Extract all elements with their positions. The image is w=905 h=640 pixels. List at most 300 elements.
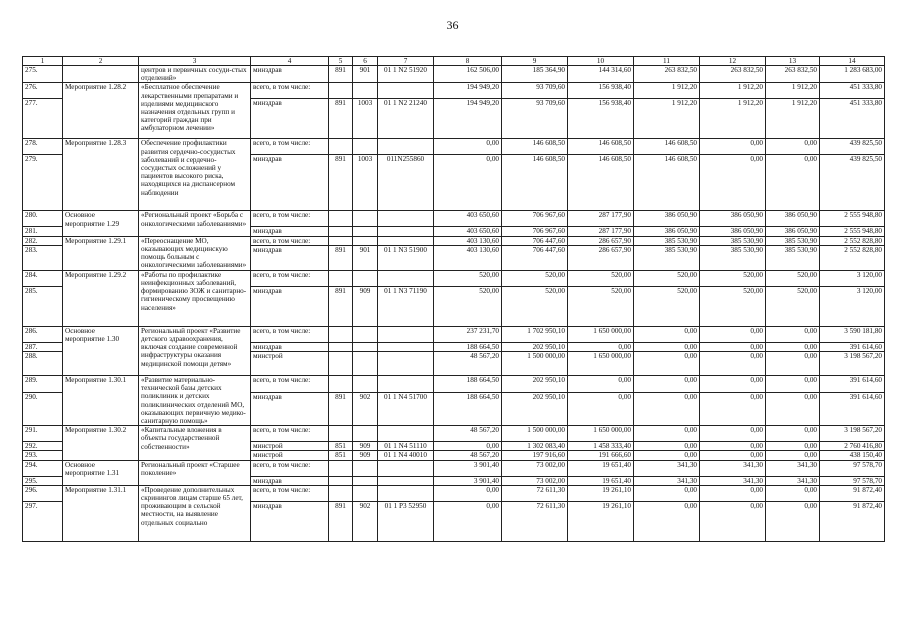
amount-cell: 0,00 xyxy=(634,501,700,541)
amount-cell: 0,00 xyxy=(634,451,700,460)
executor-cell: минздрав xyxy=(251,155,329,211)
table-row xyxy=(23,139,885,155)
amount-cell: 0,00 xyxy=(434,155,502,211)
budget-code-cell xyxy=(353,139,378,155)
table-row xyxy=(23,426,885,442)
amount-cell: 1 912,20 xyxy=(766,99,820,139)
amount-cell: 0,00 xyxy=(700,352,766,376)
row-number-cell: 277. xyxy=(23,99,63,139)
amount-cell: 188 664,50 xyxy=(434,342,502,351)
amount-cell: 2 760 416,80 xyxy=(820,442,885,451)
row-number-cell: 289. xyxy=(23,376,63,393)
budget-code-cell xyxy=(378,83,434,99)
amount-cell: 3 901,40 xyxy=(434,460,502,476)
amount-cell: 146 608,50 xyxy=(502,139,568,155)
amount-cell: 72 611,30 xyxy=(502,485,568,501)
budget-code-cell xyxy=(353,236,378,245)
executor-cell: минздрав xyxy=(251,476,329,485)
row-number-cell: 282. xyxy=(23,236,63,245)
budget-code-cell xyxy=(378,326,434,342)
executor-cell: минздрав xyxy=(251,227,329,236)
amount-cell: 1 650 000,00 xyxy=(568,426,634,442)
executor-cell: всего, в том числе: xyxy=(251,211,329,227)
budget-code-cell: 891 xyxy=(329,66,353,83)
amount-cell: 0,00 xyxy=(434,139,502,155)
table-row xyxy=(23,236,885,245)
measure-name-cell: Основное мероприятие 1.30 xyxy=(63,326,139,375)
amount-cell: 520,00 xyxy=(434,286,502,326)
row-number-cell: 283. xyxy=(23,245,63,270)
amount-cell: 0,00 xyxy=(634,442,700,451)
amount-cell: 0,00 xyxy=(568,376,634,393)
amount-cell: 341,30 xyxy=(700,460,766,476)
measure-name-cell: Мероприятие 1.30.1 xyxy=(63,376,139,426)
amount-cell: 156 938,40 xyxy=(568,83,634,99)
amount-cell: 146 608,50 xyxy=(568,139,634,155)
amount-cell: 0,00 xyxy=(766,139,820,155)
amount-cell: 0,00 xyxy=(634,326,700,342)
amount-cell: 97 578,70 xyxy=(820,460,885,476)
budget-code-cell: 851 xyxy=(329,451,353,460)
budget-code-cell xyxy=(329,83,353,99)
amount-cell: 706 447,60 xyxy=(502,245,568,270)
amount-cell: 1 302 083,40 xyxy=(502,442,568,451)
budget-code-cell xyxy=(329,211,353,227)
amount-cell: 0,00 xyxy=(434,442,502,451)
measure-name-cell xyxy=(63,66,139,83)
amount-cell: 439 825,50 xyxy=(820,139,885,155)
amount-cell: 403 130,60 xyxy=(434,245,502,270)
amount-cell: 439 825,50 xyxy=(820,155,885,211)
row-number-cell: 295. xyxy=(23,476,63,485)
budget-code-cell: 01 1 N3 51900 xyxy=(378,245,434,270)
budget-code-cell xyxy=(329,460,353,476)
column-header: 13 xyxy=(766,57,820,66)
executor-cell: минздрав xyxy=(251,286,329,326)
amount-cell: 97 578,70 xyxy=(820,476,885,485)
budget-code-cell: 01 1 N4 40010 xyxy=(378,451,434,460)
amount-cell: 438 150,40 xyxy=(820,451,885,460)
amount-cell: 341,30 xyxy=(766,476,820,485)
amount-cell: 0,00 xyxy=(766,342,820,351)
amount-cell: 202 950,10 xyxy=(502,392,568,425)
amount-cell: 386 050,90 xyxy=(766,227,820,236)
budget-code-cell xyxy=(378,211,434,227)
amount-cell: 520,00 xyxy=(568,270,634,286)
amount-cell: 0,00 xyxy=(700,442,766,451)
amount-cell: 0,00 xyxy=(634,342,700,351)
measure-description-cell: «Работы по профилактике неинфекционных заболеваний, формированию ЗОЖ и санитарно-гигиеническому просвещению населения» xyxy=(139,270,251,326)
budget-code-cell: 891 xyxy=(329,99,353,139)
measure-name-cell: Мероприятие 1.30.2 xyxy=(63,426,139,460)
amount-cell: 202 950,10 xyxy=(502,342,568,351)
column-header: 7 xyxy=(378,57,434,66)
amount-cell: 0,00 xyxy=(634,392,700,425)
budget-code-cell xyxy=(378,485,434,501)
measure-description-cell: «Капитальные вложения в объекты государственной собственности» xyxy=(139,426,251,460)
row-number-cell: 276. xyxy=(23,83,63,99)
budget-code-cell xyxy=(329,426,353,442)
amount-cell: 391 614,60 xyxy=(820,392,885,425)
budget-code-cell xyxy=(353,476,378,485)
amount-cell: 386 050,90 xyxy=(634,227,700,236)
measure-description-cell: «Развитие материально-технической базы детских поликлиник и детских поликлинических отделений МО, оказывающих первичную медико-санитарную помощь» xyxy=(139,376,251,426)
amount-cell: 386 050,90 xyxy=(634,211,700,227)
amount-cell: 0,00 xyxy=(700,426,766,442)
row-number-cell: 294. xyxy=(23,460,63,476)
budget-code-cell: 1003 xyxy=(353,155,378,211)
amount-cell: 0,00 xyxy=(766,376,820,393)
amount-cell: 0,00 xyxy=(766,442,820,451)
amount-cell: 706 447,60 xyxy=(502,236,568,245)
amount-cell: 146 608,50 xyxy=(502,155,568,211)
amount-cell: 0,00 xyxy=(766,501,820,541)
budget-code-cell: 01 1 N3 71190 xyxy=(378,286,434,326)
amount-cell: 341,30 xyxy=(634,460,700,476)
amount-cell: 19 651,40 xyxy=(568,460,634,476)
amount-cell: 1 912,20 xyxy=(766,83,820,99)
budget-code-cell xyxy=(378,352,434,376)
amount-cell: 48 567,20 xyxy=(434,352,502,376)
amount-cell: 19 261,10 xyxy=(568,501,634,541)
budget-code-cell: 891 xyxy=(329,155,353,211)
amount-cell: 48 567,20 xyxy=(434,451,502,460)
measure-name-cell: Мероприятие 1.28.2 xyxy=(63,83,139,139)
executor-cell: всего, в том числе: xyxy=(251,460,329,476)
budget-code-cell: 891 xyxy=(329,286,353,326)
amount-cell: 2 552 828,80 xyxy=(820,245,885,270)
amount-cell: 194 949,20 xyxy=(434,99,502,139)
amount-cell: 451 333,80 xyxy=(820,99,885,139)
amount-cell: 0,00 xyxy=(634,352,700,376)
amount-cell: 706 967,60 xyxy=(502,211,568,227)
measure-name-cell: Мероприятие 1.29.1 xyxy=(63,236,139,270)
budget-code-cell: 891 xyxy=(329,392,353,425)
amount-cell: 162 506,00 xyxy=(434,66,502,83)
row-number-cell: 275. xyxy=(23,66,63,83)
row-number-cell: 281. xyxy=(23,227,63,236)
executor-cell: минздрав xyxy=(251,99,329,139)
amount-cell: 0,00 xyxy=(700,139,766,155)
executor-cell: минстрой xyxy=(251,352,329,376)
amount-cell: 706 967,60 xyxy=(502,227,568,236)
amount-cell: 520,00 xyxy=(634,286,700,326)
amount-cell: 385 530,90 xyxy=(766,236,820,245)
column-header: 14 xyxy=(820,57,885,66)
amount-cell: 144 314,60 xyxy=(568,66,634,83)
amount-cell: 1 702 950,10 xyxy=(502,326,568,342)
row-number-cell: 293. xyxy=(23,451,63,460)
amount-cell: 520,00 xyxy=(502,286,568,326)
amount-cell: 263 832,50 xyxy=(766,66,820,83)
amount-cell: 0,00 xyxy=(766,426,820,442)
budget-code-cell xyxy=(353,211,378,227)
amount-cell: 0,00 xyxy=(766,485,820,501)
amount-cell: 3 198 567,20 xyxy=(820,426,885,442)
amount-cell: 403 650,60 xyxy=(434,211,502,227)
table-row xyxy=(23,83,885,99)
budget-code-cell xyxy=(329,270,353,286)
amount-cell: 0,00 xyxy=(434,501,502,541)
amount-cell: 93 709,60 xyxy=(502,99,568,139)
measure-name-cell: Основное мероприятие 1.31 xyxy=(63,460,139,485)
budget-code-cell xyxy=(329,376,353,393)
amount-cell: 0,00 xyxy=(766,155,820,211)
amount-cell: 403 650,60 xyxy=(434,227,502,236)
amount-cell: 1 912,20 xyxy=(700,83,766,99)
amount-cell: 1 500 000,00 xyxy=(502,426,568,442)
budget-code-cell: 902 xyxy=(353,501,378,541)
column-header: 6 xyxy=(353,57,378,66)
amount-cell: 0,00 xyxy=(766,326,820,342)
measure-name-cell: Основное мероприятие 1.29 xyxy=(63,211,139,236)
amount-cell: 91 872,40 xyxy=(820,485,885,501)
budget-code-cell xyxy=(329,326,353,342)
amount-cell: 3 198 567,20 xyxy=(820,352,885,376)
budget-code-cell: 902 xyxy=(353,392,378,425)
budget-code-cell xyxy=(378,426,434,442)
amount-cell: 386 050,90 xyxy=(700,211,766,227)
measure-name-cell: Мероприятие 1.29.2 xyxy=(63,270,139,326)
amount-cell: 385 530,90 xyxy=(634,245,700,270)
table-body xyxy=(23,66,885,542)
executor-cell: минздрав xyxy=(251,342,329,351)
row-number-cell: 291. xyxy=(23,426,63,442)
amount-cell: 3 901,40 xyxy=(434,476,502,485)
amount-cell: 385 530,90 xyxy=(700,236,766,245)
budget-code-cell xyxy=(353,270,378,286)
amount-cell: 0,00 xyxy=(568,342,634,351)
row-number-cell: 296. xyxy=(23,485,63,501)
budget-code-cell xyxy=(353,352,378,376)
budget-code-cell xyxy=(378,227,434,236)
amount-cell: 386 050,90 xyxy=(766,211,820,227)
amount-cell: 341,30 xyxy=(766,460,820,476)
amount-cell: 391 614,60 xyxy=(820,342,885,351)
amount-cell: 73 002,00 xyxy=(502,460,568,476)
amount-cell: 0,00 xyxy=(766,352,820,376)
amount-cell: 286 657,90 xyxy=(568,236,634,245)
amount-cell: 520,00 xyxy=(766,286,820,326)
budget-code-cell xyxy=(378,342,434,351)
executor-cell: минздрав xyxy=(251,501,329,541)
executor-cell: минздрав xyxy=(251,392,329,425)
executor-cell: всего, в том числе: xyxy=(251,326,329,342)
amount-cell: 0,00 xyxy=(634,376,700,393)
amount-cell: 386 050,90 xyxy=(700,227,766,236)
budget-code-cell xyxy=(353,460,378,476)
row-number-cell: 278. xyxy=(23,139,63,155)
column-header: 3 xyxy=(139,57,251,66)
amount-cell: 0,00 xyxy=(700,501,766,541)
amount-cell: 156 938,40 xyxy=(568,99,634,139)
amount-cell: 146 608,50 xyxy=(634,139,700,155)
budget-code-cell: 01 1 N4 51700 xyxy=(378,392,434,425)
amount-cell: 93 709,60 xyxy=(502,83,568,99)
amount-cell: 19 651,40 xyxy=(568,476,634,485)
column-header: 1 xyxy=(23,57,63,66)
executor-cell: минздрав xyxy=(251,245,329,270)
amount-cell: 0,00 xyxy=(434,485,502,501)
amount-cell: 451 333,80 xyxy=(820,83,885,99)
budget-code-cell xyxy=(353,326,378,342)
amount-cell: 188 664,50 xyxy=(434,376,502,393)
amount-cell: 1 650 000,00 xyxy=(568,352,634,376)
table-row xyxy=(23,326,885,342)
amount-cell: 1 458 333,40 xyxy=(568,442,634,451)
header-row xyxy=(23,57,885,66)
amount-cell: 2 555 948,80 xyxy=(820,211,885,227)
column-header: 5 xyxy=(329,57,353,66)
amount-cell: 520,00 xyxy=(634,270,700,286)
amount-cell: 0,00 xyxy=(700,342,766,351)
column-header: 9 xyxy=(502,57,568,66)
executor-cell: всего, в том числе: xyxy=(251,485,329,501)
budget-code-cell: 909 xyxy=(353,451,378,460)
executor-cell: минстрой xyxy=(251,442,329,451)
amount-cell: 72 611,30 xyxy=(502,501,568,541)
amount-cell: 0,00 xyxy=(634,485,700,501)
amount-cell: 520,00 xyxy=(568,286,634,326)
amount-cell: 0,00 xyxy=(766,451,820,460)
measure-description-cell: центров и первичных сосуди-стых отделений» xyxy=(139,66,251,83)
table-row xyxy=(23,66,885,83)
budget-code-cell xyxy=(353,227,378,236)
measure-name-cell: Мероприятие 1.28.3 xyxy=(63,139,139,211)
amount-cell: 194 949,20 xyxy=(434,83,502,99)
budget-code-cell: 01 1 P3 52950 xyxy=(378,501,434,541)
column-header: 2 xyxy=(63,57,139,66)
budget-code-cell xyxy=(378,270,434,286)
amount-cell: 0,00 xyxy=(700,326,766,342)
executor-cell: всего, в том числе: xyxy=(251,83,329,99)
budget-code-cell xyxy=(353,485,378,501)
executor-cell: всего, в том числе: xyxy=(251,376,329,393)
amount-cell: 188 664,50 xyxy=(434,392,502,425)
amount-cell: 0,00 xyxy=(700,376,766,393)
amount-cell: 287 177,90 xyxy=(568,211,634,227)
row-number-cell: 288. xyxy=(23,352,63,376)
row-number-cell: 297. xyxy=(23,501,63,541)
amount-cell: 3 120,00 xyxy=(820,286,885,326)
amount-cell: 3 120,00 xyxy=(820,270,885,286)
amount-cell: 0,00 xyxy=(766,392,820,425)
amount-cell: 391 614,60 xyxy=(820,376,885,393)
table-row xyxy=(23,211,885,227)
budget-code-cell xyxy=(329,352,353,376)
measure-description-cell: «Региональный проект «Борьба с онкологическими заболеваниями» xyxy=(139,211,251,236)
amount-cell: 520,00 xyxy=(700,286,766,326)
amount-cell: 197 916,60 xyxy=(502,451,568,460)
measure-description-cell: Обеспечение профилактики развития сердечно-сосудистых заболеваний и сердечно-сосудистых осложнений у пациентов высокого риска, находящихся на диспансерном наблюдении xyxy=(139,139,251,211)
executor-cell: всего, в том числе: xyxy=(251,270,329,286)
amount-cell: 1 912,20 xyxy=(634,99,700,139)
amount-cell: 0,00 xyxy=(568,392,634,425)
executor-cell: всего, в том числе: xyxy=(251,236,329,245)
amount-cell: 1 283 683,00 xyxy=(820,66,885,83)
row-number-cell: 292. xyxy=(23,442,63,451)
page-number: 36 xyxy=(446,18,459,32)
budget-code-cell xyxy=(378,460,434,476)
amount-cell: 3 590 181,80 xyxy=(820,326,885,342)
budget-code-cell xyxy=(329,342,353,351)
budget-code-cell xyxy=(378,236,434,245)
amount-cell: 0,00 xyxy=(700,155,766,211)
executor-cell: минздрав xyxy=(251,66,329,83)
budget-code-cell: 891 xyxy=(329,501,353,541)
budget-code-cell: 01 1 N2 51920 xyxy=(378,66,434,83)
budget-code-cell xyxy=(378,476,434,485)
budget-code-cell: 01 1 N2 21240 xyxy=(378,99,434,139)
table-row xyxy=(23,376,885,393)
amount-cell: 520,00 xyxy=(766,270,820,286)
row-number-cell: 279. xyxy=(23,155,63,211)
budget-code-cell: 891 xyxy=(329,245,353,270)
budget-code-cell xyxy=(329,236,353,245)
amount-cell: 520,00 xyxy=(700,270,766,286)
budget-code-cell xyxy=(329,139,353,155)
amount-cell: 146 608,50 xyxy=(634,155,700,211)
amount-cell: 1 912,20 xyxy=(634,83,700,99)
amount-cell: 146 608,50 xyxy=(568,155,634,211)
budget-code-cell xyxy=(329,485,353,501)
amount-cell: 520,00 xyxy=(434,270,502,286)
amount-cell: 237 231,70 xyxy=(434,326,502,342)
column-header: 12 xyxy=(700,57,766,66)
budget-code-cell: 909 xyxy=(353,442,378,451)
column-header: 11 xyxy=(634,57,700,66)
amount-cell: 185 364,90 xyxy=(502,66,568,83)
amount-cell: 1 912,20 xyxy=(700,99,766,139)
executor-cell: всего, в том числе: xyxy=(251,139,329,155)
amount-cell: 0,00 xyxy=(700,485,766,501)
amount-cell: 341,30 xyxy=(634,476,700,485)
amount-cell: 1 650 000,00 xyxy=(568,326,634,342)
amount-cell: 263 832,50 xyxy=(700,66,766,83)
row-number-cell: 285. xyxy=(23,286,63,326)
budget-code-cell xyxy=(353,83,378,99)
amount-cell: 263 832,50 xyxy=(634,66,700,83)
budget-table xyxy=(22,56,885,542)
budget-code-cell xyxy=(353,342,378,351)
column-header: 10 xyxy=(568,57,634,66)
table-row xyxy=(23,460,885,476)
amount-cell: 19 261,10 xyxy=(568,485,634,501)
budget-code-cell: 01 1 N4 51110 xyxy=(378,442,434,451)
amount-cell: 191 666,60 xyxy=(568,451,634,460)
budget-code-cell: 901 xyxy=(353,66,378,83)
executor-cell: всего, в том числе: xyxy=(251,426,329,442)
amount-cell: 91 872,40 xyxy=(820,501,885,541)
amount-cell: 48 567,20 xyxy=(434,426,502,442)
executor-cell: минстрой xyxy=(251,451,329,460)
budget-code-cell xyxy=(378,376,434,393)
row-number-cell: 280. xyxy=(23,211,63,227)
table-row xyxy=(23,270,885,286)
column-header: 8 xyxy=(434,57,502,66)
budget-code-cell: 901 xyxy=(353,245,378,270)
amount-cell: 286 657,90 xyxy=(568,245,634,270)
amount-cell: 0,00 xyxy=(700,392,766,425)
budget-code-cell: 011N255860 xyxy=(378,155,434,211)
budget-code-cell xyxy=(329,227,353,236)
measure-description-cell: «Переоснащение МО, оказывающих медицинскую помощь больным с онкологическими заболеваниями» xyxy=(139,236,251,270)
amount-cell: 202 950,10 xyxy=(502,376,568,393)
measure-description-cell: Региональный проект «Развитие детского здравоохранения, включая создание современной инфраструктуры оказания медицинской помощи детям» xyxy=(139,326,251,375)
row-number-cell: 287. xyxy=(23,342,63,351)
amount-cell: 385 530,90 xyxy=(700,245,766,270)
budget-code-cell: 1003 xyxy=(353,99,378,139)
